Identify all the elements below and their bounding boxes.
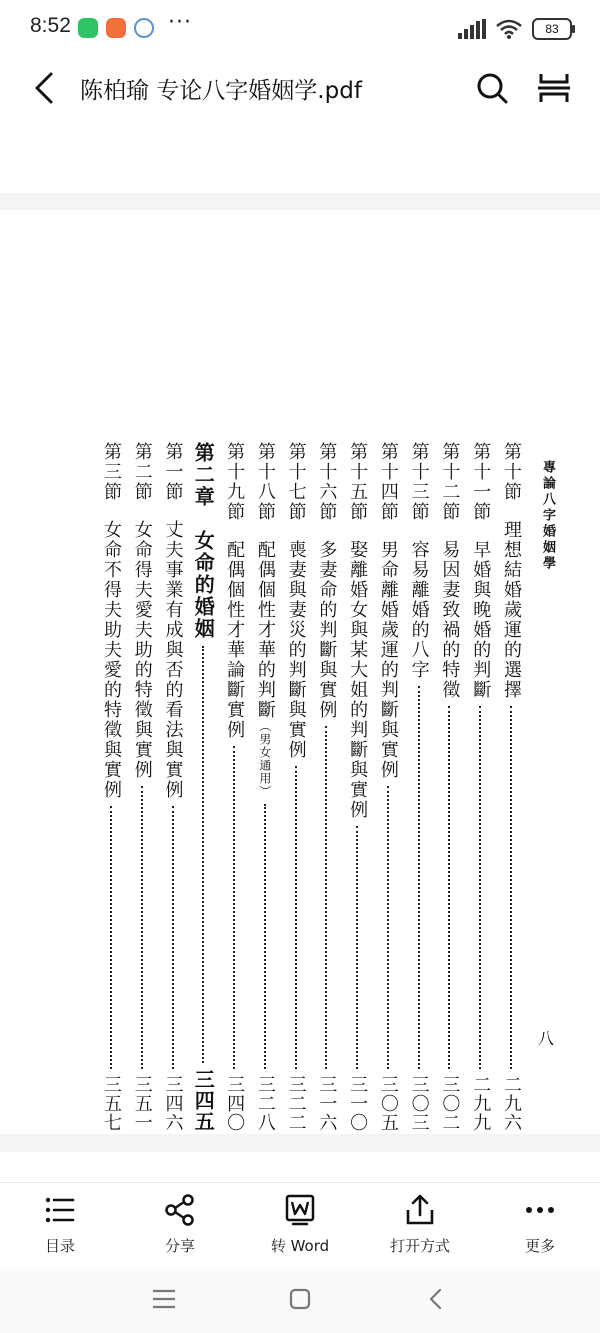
toc-section: 第十節 — [500, 442, 522, 502]
toc-title: 多妻命的判斷與實例 — [316, 540, 338, 720]
toc-section: 第十六節 — [316, 442, 338, 522]
toc-page: 三二八 — [254, 1075, 276, 1132]
page-number: 八 — [538, 1029, 555, 1048]
toc-title: 丈夫事業有成與否的看法與實例 — [162, 520, 184, 800]
toolbar-label: 分享 — [164, 1237, 195, 1255]
cloud-app-icon — [134, 18, 154, 38]
toc-title: 喪妻與妻災的判斷與實例 — [285, 540, 307, 760]
toolbar-label: 转 Word — [270, 1237, 330, 1255]
next-page — [0, 1152, 600, 1182]
toc-title: 娶離婚女與某大姐的判斷與實例 — [347, 540, 369, 820]
more-button[interactable] — [480, 1183, 600, 1269]
toc-page: 三四五 — [191, 1069, 216, 1132]
toolbar-label: 目录 — [44, 1237, 75, 1255]
dot-leader — [188, 640, 218, 1069]
toc-entry — [496, 442, 526, 1132]
toc-title: 容易離婚的八字 — [408, 540, 430, 680]
toc-note: （男女通用） — [257, 720, 272, 798]
toc-section: 第十八節 — [254, 442, 276, 522]
battery-indicator: 83 — [532, 18, 572, 40]
status-bar — [0, 0, 600, 56]
toc-entry — [434, 442, 464, 1132]
clock: 8:52 — [30, 14, 71, 37]
toc-page: 三五七 — [101, 1075, 122, 1132]
toc-page: 三一六 — [316, 1075, 338, 1132]
toc-section: 第十二節 — [439, 442, 461, 522]
toolbar-label: 打开方式 — [389, 1237, 450, 1255]
toc-page: 三二二 — [285, 1075, 307, 1132]
running-head: 專論八字婚姻學 — [540, 460, 555, 572]
toc-entry — [250, 442, 280, 1132]
toc-page: 三五一 — [131, 1075, 153, 1132]
toc-page: 三四六 — [162, 1075, 184, 1132]
toc-title: 配偶個性才華的判斷 — [254, 540, 276, 720]
open-with-icon — [403, 1193, 437, 1227]
dot-leader — [250, 798, 280, 1075]
dot-leader — [404, 680, 434, 1075]
dot-leader — [342, 820, 372, 1075]
document-viewer[interactable] — [0, 118, 600, 1182]
convert-word-button[interactable] — [240, 1183, 360, 1269]
toc-entry — [311, 442, 341, 1132]
toc-section: 第十三節 — [408, 442, 430, 522]
toc-entry — [373, 442, 403, 1132]
app-notification-icon — [106, 18, 126, 38]
share-icon — [163, 1193, 197, 1227]
toc-chapter — [188, 442, 218, 1132]
dot-leader — [465, 700, 495, 1075]
toc-page: 三一〇 — [347, 1075, 369, 1132]
page-mode-button[interactable] — [534, 68, 574, 108]
system-nav-bar — [0, 1268, 600, 1333]
toc-entry — [219, 442, 249, 1132]
title-bar — [0, 56, 600, 118]
home-icon[interactable] — [285, 1284, 315, 1314]
back-nav-icon[interactable] — [421, 1284, 451, 1314]
menu-icon[interactable] — [149, 1284, 179, 1314]
toc-section: 第二節 — [131, 442, 153, 502]
toc-section: 第十一節 — [470, 442, 492, 522]
previous-page — [0, 118, 600, 193]
list-icon — [43, 1193, 77, 1227]
share-button[interactable] — [120, 1183, 240, 1269]
toc-entry — [96, 442, 126, 1132]
toc-entry — [281, 442, 311, 1132]
wechat-icon — [78, 18, 98, 38]
wifi-icon — [496, 19, 522, 39]
toc-page: 三〇五 — [377, 1075, 399, 1132]
toc-title: 女命的婚姻 — [191, 530, 216, 640]
dot-leader — [434, 700, 464, 1075]
open-with-button[interactable] — [360, 1183, 480, 1269]
toc-entry — [465, 442, 495, 1132]
bottom-toolbar — [0, 1182, 600, 1269]
toc-title: 男命離婚歲運的判斷與實例 — [377, 540, 399, 780]
toc-title: 女命不得夫助夫愛的特徵與實例 — [101, 520, 122, 800]
dot-leader — [127, 780, 157, 1075]
dot-leader — [219, 740, 249, 1075]
toc-section: 第二章 — [191, 442, 216, 508]
more-notifications-icon: ··· — [168, 10, 192, 35]
toc-section: 第十九節 — [224, 442, 246, 522]
toc-page: 二九六 — [500, 1075, 522, 1132]
dot-leader — [373, 780, 403, 1075]
dot-leader — [96, 800, 126, 1075]
toc-section: 第三節 — [101, 442, 122, 502]
more-icon — [523, 1193, 557, 1227]
toc-title: 易因妻致禍的特徵 — [439, 540, 461, 700]
signal-icon — [458, 19, 486, 39]
toc-title: 早婚與晚婚的判斷 — [470, 540, 492, 700]
toc-title: 女命得夫愛夫助的特徵與實例 — [131, 520, 153, 780]
toc-section: 第十五節 — [347, 442, 369, 522]
toc-entry — [127, 442, 157, 1132]
toc-section: 第十七節 — [285, 442, 307, 522]
toc-title: 理想結婚歲運的選擇 — [500, 520, 522, 700]
toc-entry — [342, 442, 372, 1132]
dot-leader — [281, 760, 311, 1075]
toc-section: 第十四節 — [377, 442, 399, 522]
toc-page: 三四〇 — [224, 1075, 246, 1132]
toc-section: 第一節 — [162, 442, 184, 502]
toc-entry — [158, 442, 188, 1132]
toc-button[interactable] — [0, 1183, 120, 1269]
toc-entry — [404, 442, 434, 1132]
toc-page: 三〇三 — [408, 1075, 430, 1132]
dot-leader — [496, 700, 526, 1075]
toc-page: 三〇二 — [439, 1075, 461, 1132]
table-of-contents — [96, 442, 526, 1132]
search-button[interactable] — [472, 68, 512, 108]
dot-leader — [311, 720, 341, 1075]
toc-title: 配偶個性才華論斷實例 — [224, 540, 246, 740]
toc-page: 二九九 — [470, 1075, 492, 1132]
pdf-page — [0, 210, 600, 1134]
toolbar-label: 更多 — [524, 1237, 555, 1255]
word-icon — [283, 1193, 317, 1227]
dot-leader — [158, 800, 188, 1075]
back-button[interactable] — [26, 68, 66, 108]
document-title: 陈柏瑜 专论八字婚姻学.pdf — [80, 78, 362, 104]
